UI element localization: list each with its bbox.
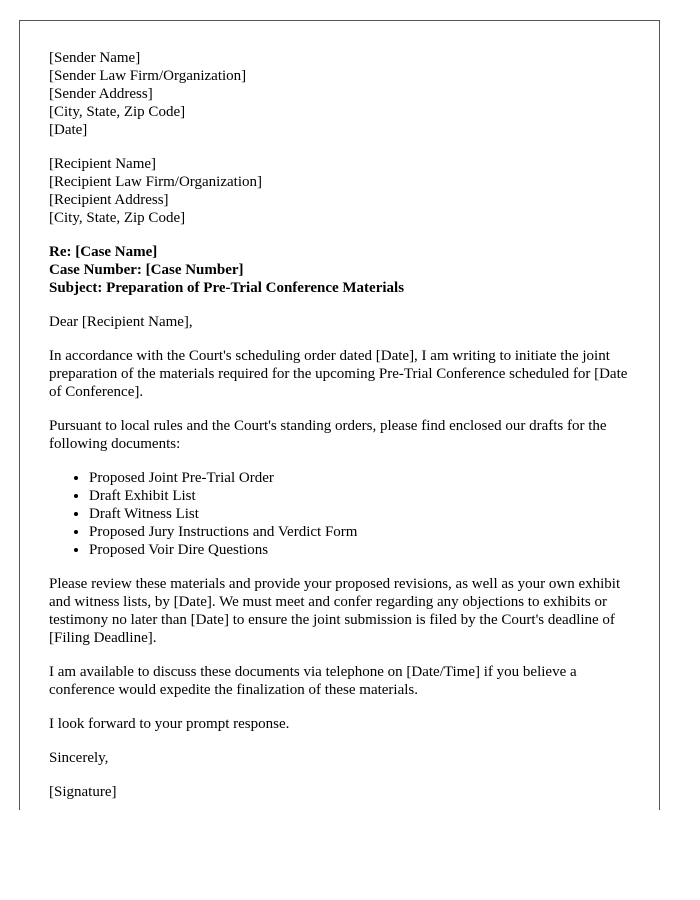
list-item: • Draft Witness List <box>89 505 634 523</box>
sender-name: [Sender Name] <box>49 50 141 66</box>
recipient-name: [Recipient Name] <box>49 156 157 172</box>
recipient-organization: [Recipient Law Firm/Organization] <box>49 174 262 190</box>
document-list <box>49 469 634 559</box>
letter-content <box>49 49 634 810</box>
sender-block <box>49 49 634 139</box>
recipient-block <box>49 155 634 227</box>
body-paragraph-4: I am available to discuss these documents via telephone on [Date/Time] if you believe a conference would expedite the finalization of these materials. <box>49 664 577 698</box>
recipient-address: [Recipient Address] <box>49 192 169 208</box>
list-item: • Draft Exhibit List <box>89 487 634 505</box>
re-line: Re: [Case Name] <box>49 244 158 260</box>
list-item: • Proposed Joint Pre-Trial Order <box>89 469 634 487</box>
body-paragraph-5: I look forward to your prompt response. <box>49 716 290 732</box>
signature: [Signature] <box>49 784 117 800</box>
body-paragraph-2: Pursuant to local rules and the Court's standing orders, please find enclosed our drafts for the following documents: <box>49 418 607 452</box>
sender-date: [Date] <box>49 122 88 138</box>
closing: Sincerely, <box>49 750 109 766</box>
body-paragraph-1: In accordance with the Court's scheduling order dated [Date], I am writing to initiate the joint preparation of the materials required for the upcoming Pre-Trial Conference scheduled for [Date of Conference]. <box>49 348 628 400</box>
reference-block <box>49 243 634 297</box>
case-number-line: Case Number: [Case Number] <box>49 262 244 278</box>
sender-city-state-zip: [City, State, Zip Code] <box>49 104 186 120</box>
list-item: • Proposed Jury Instructions and Verdict Form <box>89 523 634 541</box>
sender-organization: [Sender Law Firm/Organization] <box>49 68 247 84</box>
subject-line: Subject: Preparation of Pre-Trial Conference Materials <box>49 280 405 296</box>
sender-address: [Sender Address] <box>49 86 153 102</box>
salutation: Dear [Recipient Name], <box>49 314 193 330</box>
letter-page <box>19 20 660 810</box>
body-paragraph-3: Please review these materials and provide your proposed revisions, as well as your own exhibit and witness lists, by [Date]. We must meet and confer regarding any objections to exhibits or testimony no later than [Date] to ensure the joint submission is filed by the Court's deadline of [Filing Deadline]. <box>49 576 621 646</box>
recipient-city-state-zip: [City, State, Zip Code] <box>49 210 186 226</box>
list-item: • Proposed Voir Dire Questions <box>89 541 634 559</box>
